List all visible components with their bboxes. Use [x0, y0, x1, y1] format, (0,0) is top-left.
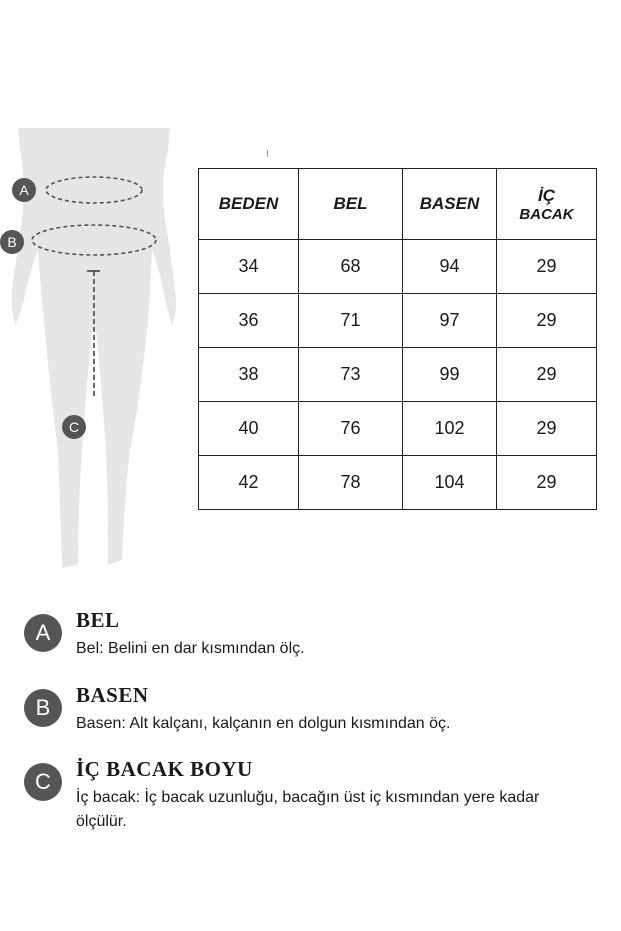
- table-cell: 34: [199, 240, 299, 294]
- legend-title-bel: BEL: [76, 608, 120, 632]
- legend-title-basen: BASEN: [76, 683, 149, 707]
- marker-c: C: [62, 415, 86, 439]
- legend-badge-a: A: [24, 614, 62, 652]
- table-cell: 94: [403, 240, 497, 294]
- legend-desc-basen: Basen: Alt kalçanı, kalçanın en dolgun kısmından öç.: [76, 715, 451, 732]
- table-cell: 29: [497, 402, 597, 456]
- header-basen: BASEN: [403, 169, 497, 240]
- table-cell: 29: [497, 456, 597, 510]
- table-cell: 76: [299, 402, 403, 456]
- table-cell: 97: [403, 294, 497, 348]
- header-ic: İÇ: [538, 185, 555, 205]
- table-cell: 78: [299, 456, 403, 510]
- legend-desc-bel: Bel: Belini en dar kısmından ölç.: [76, 640, 305, 657]
- header-bel: BEL: [299, 169, 403, 240]
- header-beden: BEDEN: [199, 169, 299, 240]
- marker-a: A: [12, 178, 36, 202]
- table-row: [199, 348, 597, 402]
- table-cell: 29: [497, 240, 597, 294]
- header-ic-bacak: [497, 169, 597, 240]
- table-header-row: [199, 169, 597, 240]
- table-cell: 29: [497, 294, 597, 348]
- header-bacak: BACAK: [519, 205, 574, 223]
- legend-title-ic-bacak: İÇ BACAK BOYU: [76, 757, 253, 781]
- table-cell: 29: [497, 348, 597, 402]
- size-table: [198, 168, 597, 510]
- table-cell: 102: [403, 402, 497, 456]
- table-row: [199, 294, 597, 348]
- table-cell: 73: [299, 348, 403, 402]
- table-cell: 42: [199, 456, 299, 510]
- decorative-tick: [267, 150, 268, 157]
- body-silhouette: [0, 120, 200, 590]
- legend-desc-ic-bacak: İç bacak: İç bacak uzunluğu, bacağın üst iç kısmından yere kadar ölçülür.: [76, 789, 540, 830]
- table-row: [199, 456, 597, 510]
- legend-badge-c: C: [24, 763, 62, 801]
- table-cell: 99: [403, 348, 497, 402]
- table-cell: 36: [199, 294, 299, 348]
- legend-badge-b: B: [24, 689, 62, 727]
- table-cell: 68: [299, 240, 403, 294]
- table-row: [199, 402, 597, 456]
- table-row: [199, 240, 597, 294]
- table-cell: 38: [199, 348, 299, 402]
- marker-b: B: [0, 230, 24, 254]
- table-cell: 40: [199, 402, 299, 456]
- table-cell: 71: [299, 294, 403, 348]
- table-cell: 104: [403, 456, 497, 510]
